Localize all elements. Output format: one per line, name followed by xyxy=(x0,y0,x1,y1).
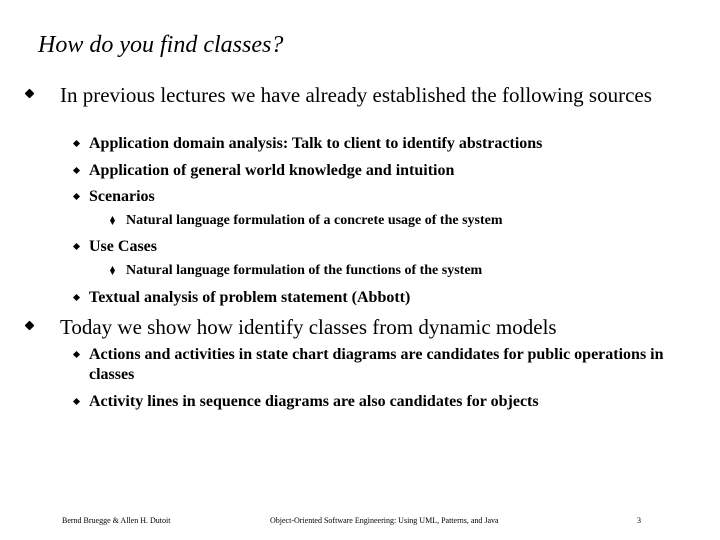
diamond-bullet-icon xyxy=(73,140,80,147)
bullet-text: Today we show how identify classes from dynamic models xyxy=(60,315,557,339)
subsubbullet-text: Natural language formulation of the functions of the system xyxy=(126,263,483,278)
subbullet-scenarios xyxy=(89,187,689,207)
diamond-bullet-icon xyxy=(110,216,115,225)
diamond-bullet-icon xyxy=(25,321,35,331)
diamond-bullet-icon xyxy=(73,193,80,200)
subbullet-text: Application domain analysis: Talk to client to identify abstractions xyxy=(89,135,543,152)
slide-title: How do you find classes? xyxy=(38,32,284,58)
subsubbullet-use-cases-definition xyxy=(126,262,482,280)
diamond-bullet-icon xyxy=(73,294,80,301)
subbullet-world-knowledge xyxy=(89,161,689,181)
subbullet-text: Actions and activities in state chart diagrams are candidates for public operations in classes xyxy=(89,346,664,383)
diamond-bullet-icon xyxy=(73,243,80,250)
subbullet-text: Scenarios xyxy=(89,188,155,205)
subbullet-use-cases xyxy=(89,237,689,257)
bullet-dynamic-models xyxy=(60,316,680,338)
subbullet-state-chart xyxy=(89,345,664,385)
subbullet-text: Application of general world knowledge and intuition xyxy=(89,162,455,179)
subbullet-sequence-diagrams xyxy=(89,392,689,412)
subbullet-text: Use Cases xyxy=(89,238,157,255)
diamond-bullet-icon xyxy=(73,398,80,405)
subbullet-domain-analysis xyxy=(89,134,689,154)
footer-authors: Bernd Bruegge & Allen H. Dutoit xyxy=(62,516,171,525)
diamond-bullet-icon xyxy=(25,89,35,99)
diamond-bullet-icon xyxy=(73,167,80,174)
footer-book-title: Object-Oriented Software Engineering: Using UML, Patterns, and Java xyxy=(270,516,499,525)
subsubbullet-scenarios-definition xyxy=(126,212,503,230)
subbullet-text: Textual analysis of problem statement (Abbott) xyxy=(89,289,411,306)
subsubbullet-text: Natural language formulation of a concrete usage of the system xyxy=(126,213,503,228)
bullet-text: In previous lectures we have already established the following sources xyxy=(60,83,652,107)
subbullet-text: Activity lines in sequence diagrams are also candidates for objects xyxy=(89,393,539,410)
footer-page-number: 3 xyxy=(637,516,641,525)
bullet-previous-sources xyxy=(60,84,680,106)
diamond-bullet-icon xyxy=(73,351,80,358)
subbullet-textual-analysis xyxy=(89,288,689,308)
diamond-bullet-icon xyxy=(110,266,115,275)
